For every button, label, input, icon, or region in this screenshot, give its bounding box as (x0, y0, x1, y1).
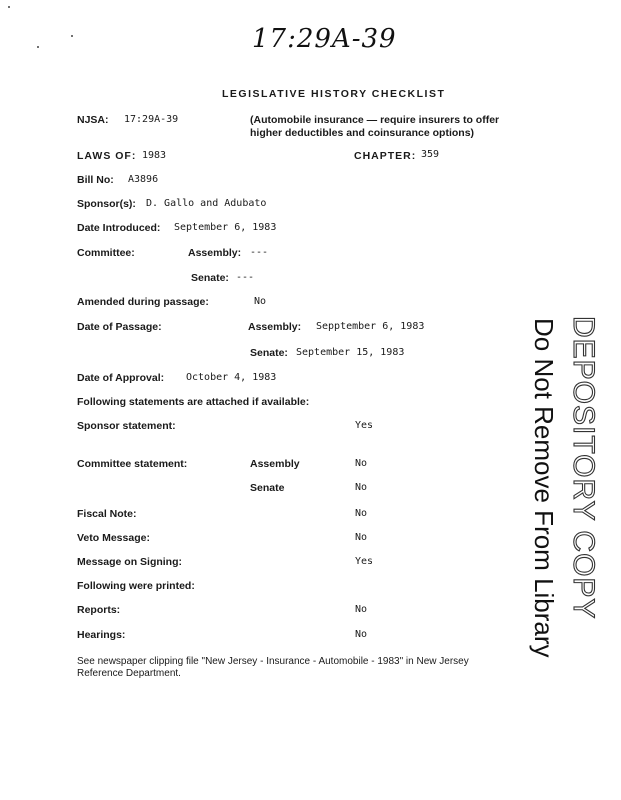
committee-senate-value: --- (236, 272, 255, 283)
handwritten-number: 17:29A-39 (252, 24, 397, 54)
laws-of-label: LAWS OF: (77, 150, 137, 162)
date-of-approval-label: Date of Approval: (77, 372, 165, 384)
veto-message-value: No (355, 532, 368, 543)
sponsor-statement-value: Yes (355, 420, 374, 431)
depository-copy-stamp: DEPOSITORY COPY (567, 316, 600, 620)
reports-label: Reports: (77, 604, 121, 616)
date-of-passage-label: Date of Passage: (77, 321, 162, 333)
committee-statement-senate-label: Senate (250, 482, 285, 494)
chapter-value: 359 (421, 149, 440, 160)
bill-no-label: Bill No: (77, 174, 114, 186)
sponsors-label: Sponsor(s): (77, 198, 136, 210)
sponsors-value: D. Gallo and Adubato (146, 198, 267, 209)
bill-no-value: A3896 (128, 174, 159, 185)
committee-statement-label: Committee statement: (77, 458, 188, 470)
message-on-signing-label: Message on Signing: (77, 556, 183, 568)
amended-label: Amended during passage: (77, 296, 209, 308)
hearings-value: No (355, 629, 368, 640)
scan-speck (37, 46, 39, 48)
sponsor-statement-label: Sponsor statement: (77, 420, 176, 432)
do-not-remove-stamp: Do Not Remove From Library (529, 318, 559, 658)
veto-message-label: Veto Message: (77, 532, 150, 544)
passage-senate-label: Senate: (250, 347, 288, 359)
fiscal-note-value: No (355, 508, 368, 519)
committee-assembly-label: Assembly: (188, 247, 242, 259)
committee-statement-assembly-value: No (355, 458, 368, 469)
njsa-value: 17:29A-39 (124, 114, 179, 125)
chapter-label: CHAPTER: (354, 150, 417, 162)
passage-assembly-value: Sepptember 6, 1983 (316, 321, 425, 332)
attached-heading: Following statements are attached if available: (77, 396, 310, 408)
scan-speck (71, 35, 73, 37)
laws-of-value: 1983 (142, 150, 167, 161)
committee-statement-senate-value: No (355, 482, 368, 493)
fiscal-note-label: Fiscal Note: (77, 508, 137, 520)
date-introduced-value: September 6, 1983 (174, 222, 277, 233)
hearings-label: Hearings: (77, 629, 126, 641)
printed-heading: Following were printed: (77, 580, 195, 592)
njsa-description-line1: (Automobile insurance — require insurers to offer (250, 114, 500, 126)
message-on-signing-value: Yes (355, 556, 374, 567)
amended-value: No (254, 296, 267, 307)
passage-senate-value: September 15, 1983 (296, 347, 405, 358)
document-title: LEGISLATIVE HISTORY CHECKLIST (222, 88, 446, 100)
date-of-approval-value: October 4, 1983 (186, 372, 277, 383)
committee-senate-label: Senate: (191, 272, 229, 284)
date-introduced-label: Date Introduced: (77, 222, 161, 234)
reports-value: No (355, 604, 368, 615)
scan-speck (8, 6, 10, 8)
committee-statement-assembly-label: Assembly (250, 458, 300, 470)
footer-note-line2: Reference Department. (77, 668, 181, 679)
passage-assembly-label: Assembly: (248, 321, 302, 333)
footer-note-line1: See newspaper clipping file "New Jersey - Insurance - Automobile - 1983" in New Jersey (77, 656, 469, 667)
njsa-label: NJSA: (77, 114, 109, 126)
njsa-description-line2: higher deductibles and coinsurance options) (250, 127, 475, 139)
committee-assembly-value: --- (250, 247, 269, 258)
committee-label: Committee: (77, 247, 135, 259)
